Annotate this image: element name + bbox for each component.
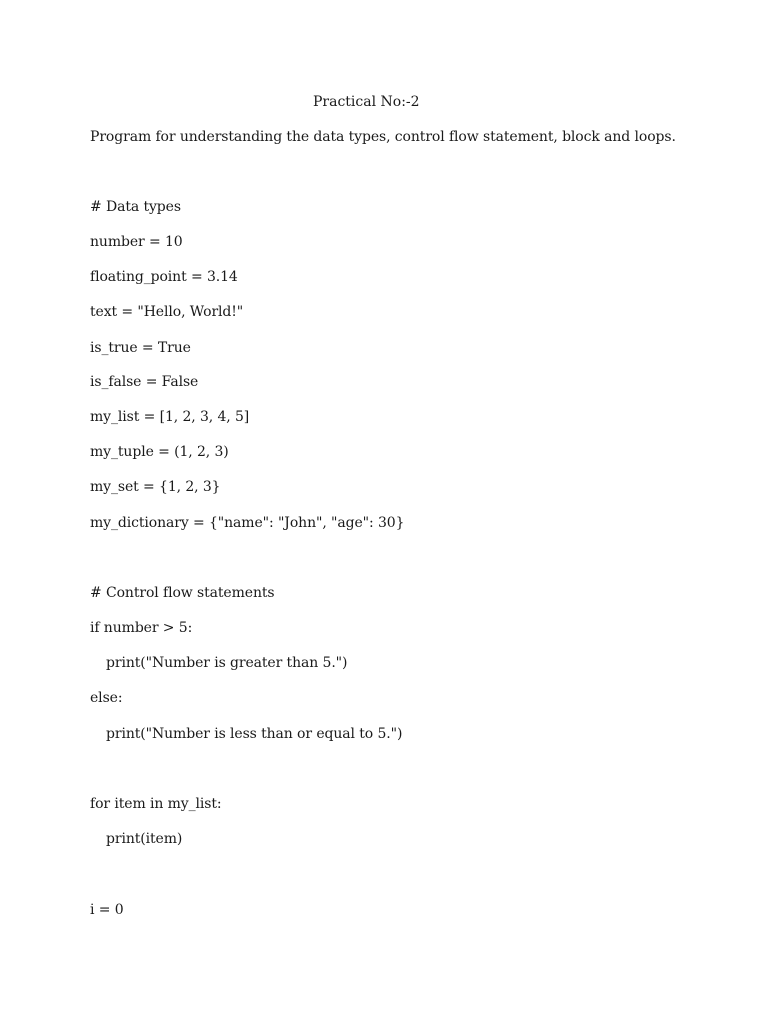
code-line: print(item) <box>106 831 183 847</box>
code-line: i = 0 <box>90 902 124 918</box>
code-line: print("Number is less than or equal to 5.") <box>106 726 403 742</box>
code-line: floating_point = 3.14 <box>90 269 238 285</box>
code-line: # Control flow statements <box>90 585 275 601</box>
code-line: else: <box>90 690 123 706</box>
code-line: my_list = [1, 2, 3, 4, 5] <box>90 409 250 425</box>
code-line: print("Number is greater than 5.") <box>106 655 348 671</box>
code-line: my_tuple = (1, 2, 3) <box>90 444 229 460</box>
code-line: text = "Hello, World!" <box>90 304 244 320</box>
code-line: # Data types <box>90 199 181 215</box>
code-line: my_set = {1, 2, 3} <box>90 479 221 495</box>
page-title: Practical No:-2 <box>313 94 420 110</box>
code-line: is_false = False <box>90 374 199 390</box>
code-line: my_dictionary = {"name": "John", "age": 30} <box>90 515 405 531</box>
code-line: for item in my_list: <box>90 796 222 812</box>
code-line: if number > 5: <box>90 620 193 636</box>
code-line: number = 10 <box>90 234 183 250</box>
code-line: is_true = True <box>90 340 191 356</box>
program-description: Program for understanding the data types, control flow statement, block and loops. <box>90 129 676 145</box>
